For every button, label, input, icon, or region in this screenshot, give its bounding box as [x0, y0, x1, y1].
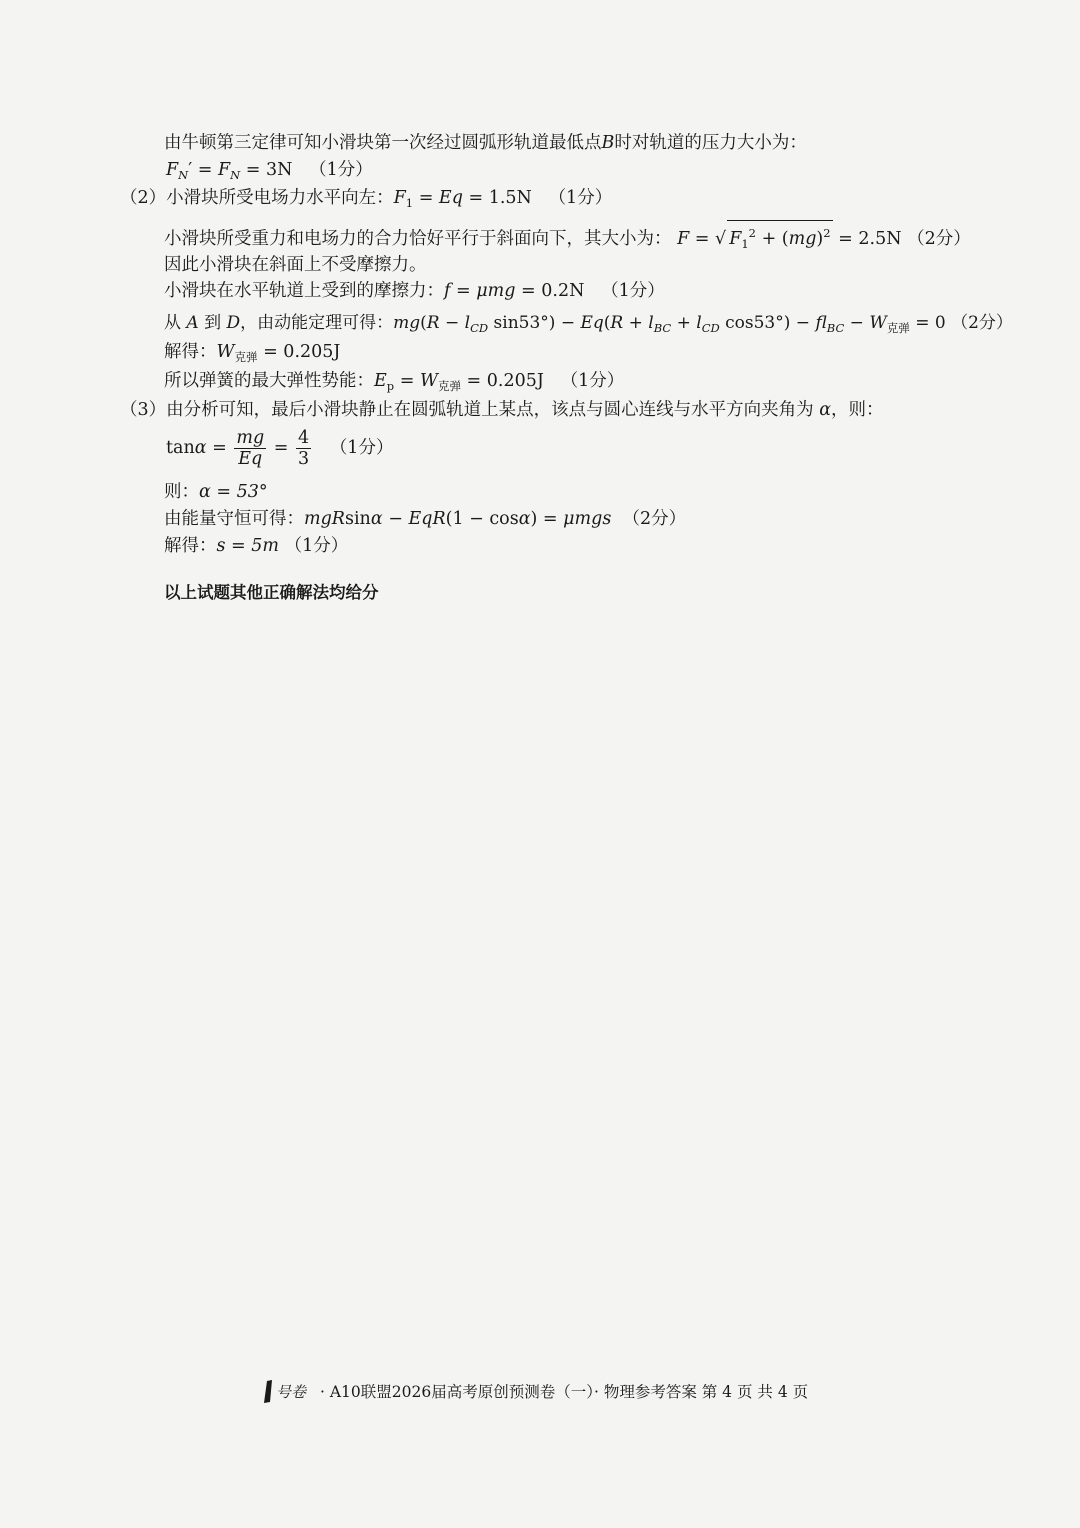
footer-text: · A10联盟2026届高考原创预测卷（一）· 物理参考答案 第 4 页 共 4 页: [320, 1383, 809, 1401]
equation-fn: $F_N' = F_N = 3N$ （1分）: [166, 160, 373, 182]
text-line-solve-s: 解得：s = 5m （1分）: [164, 536, 349, 556]
text-line-nofriction: 因此小滑块在斜面上不受摩擦力。: [164, 255, 427, 275]
text-line-resultant: 小滑块所受重力和电场力的合力恰好平行于斜面向下，其大小为： F = √ $F_1^2 + (mg)^2 = 2.5N$ （2分）: [164, 220, 971, 256]
text-line-energy-conservation: 由能量守恒可得：mgRsinα − EqR(1 − cosα) = μmgs （2分）: [164, 509, 687, 529]
text-line-alpha: 则：α = 53°: [164, 482, 268, 502]
text-line-ep: 所以弹簧的最大弹性势能：$E_p = W_{克弹} = 0.205J$ （1分）: [164, 371, 625, 393]
text-line-friction: 小滑块在水平轨道上受到的摩擦力：f = μmg = 0.2N （1分）: [164, 281, 665, 301]
text-line-energy-theorem: 从 A 到 D，由动能定理可得：$mg(R - l_{CD}$ $\sin 53^\circ) - Eq(R + l_{BC} + l_{CD}$ $\cos 53^\circ) - fl_{BC} - W_{克弹} = 0$ （2分）: [164, 313, 1013, 335]
text-line-part2: （2）小滑块所受电场力水平向左：$F_1 = Eq = 1.5N$ （1分）: [120, 188, 613, 210]
svg-text:号卷: 号卷: [276, 1383, 307, 1401]
text-line-solve-w: 解得：$W_{克弹} = 0.205J$: [164, 342, 341, 364]
grading-note: 以上试题其他正确解法均给分: [164, 583, 379, 602]
page-footer: [262, 1378, 808, 1408]
brand-logo: [262, 1378, 320, 1408]
equation-tan-alpha: tanα = $\frac{mg}{Eq}$ = $\frac{4}{3}$ （1分）: [166, 428, 394, 469]
text-line-part3: （3）由分析可知，最后小滑块静止在圆弧轨道上某点，该点与圆心连线与水平方向夹角为 α，则：: [120, 400, 884, 420]
text-line-1: 由牛顿第三定律可知小滑块第一次经过圆弧形轨道最低点B时对轨道的压力大小为：: [164, 133, 807, 153]
